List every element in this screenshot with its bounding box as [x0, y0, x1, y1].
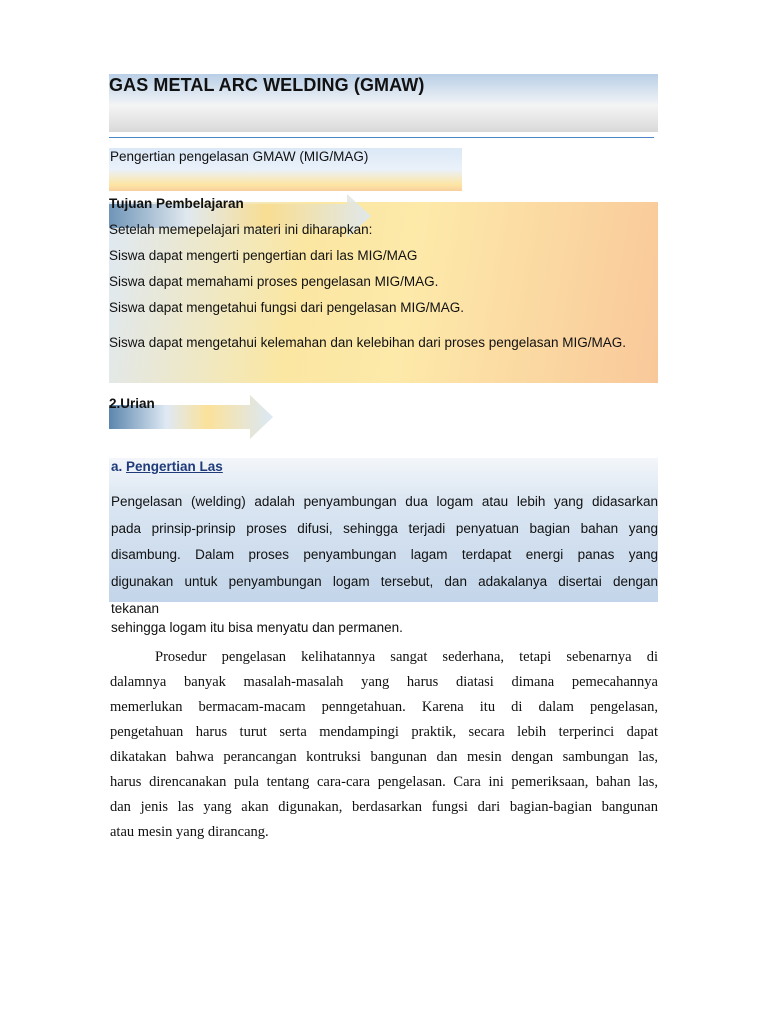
paragraph-line: harus direncanakan pula tentang cara-cara pengelasan. Cara ini pemeriksaan, bahan las,: [110, 774, 658, 790]
section-a-prefix: a.: [111, 459, 123, 474]
title-divider: [109, 137, 654, 138]
subtitle: Pengertian pengelasan GMAW (MIG/MAG): [110, 149, 369, 164]
section-a-link[interactable]: Pengertian Las: [126, 459, 223, 474]
definition-line: disambung. Dalam proses penyambungan lagam terdapat energi panas yang: [111, 547, 658, 562]
definition-line: sehingga logam itu bisa menyatu dan permanen.: [111, 620, 403, 635]
paragraph-line: memerlukan bermacam-macam penngetahuan. Karena itu di dalam pengelasan,: [110, 699, 658, 715]
paragraph-line: dalamnya banyak masalah-masalah yang harus diatasi dimana pemecahannya: [110, 674, 658, 690]
objectives-line: Siswa dapat mengetahui kelemahan dan kelebihan dari proses pengelasan MIG/MAG.: [109, 335, 627, 350]
objectives-line: Setelah memepelajari materi ini diharapkan:: [109, 222, 373, 237]
objectives-line: Siswa dapat memahami proses pengelasan MIG/MAG.: [109, 274, 439, 289]
objectives-heading: Tujuan Pembelajaran: [109, 196, 244, 211]
paragraph-line: dikatakan bahwa perancangan kontruksi bangunan dan mesin dengan sambungan las,: [110, 749, 658, 765]
definition-line: Pengelasan (welding) adalah penyambungan dua logam atau lebih yang didasarkan: [111, 494, 658, 509]
section-heading-urian: 2.Urian: [109, 396, 155, 411]
section-a-heading: [111, 459, 223, 474]
paragraph-line: Prosedur pengelasan kelihatannya sangat sederhana, tetapi sebenarnya di: [155, 649, 658, 665]
paragraph-line: dan jenis las yang akan digunakan, berdasarkan fungsi dari bagian-bagian bangunan: [110, 799, 658, 815]
definition-line: digunakan untuk penyambungan logam tersebut, dan adakalanya disertai dengan: [111, 574, 658, 589]
definition-line: tekanan: [111, 601, 160, 616]
definition-line: pada prinsip-prinsip proses difusi, sehingga terjadi penyatuan bagian bahan yang: [111, 521, 658, 536]
paragraph-line: atau mesin yang dirancang.: [110, 824, 269, 840]
paragraph-line: pengetahuan harus turut serta mendampingi praktik, secara lebih terperinci dapat: [110, 724, 658, 740]
objectives-line: Siswa dapat mengetahui fungsi dari pengelasan MIG/MAG.: [109, 300, 464, 315]
page-title: GAS METAL ARC WELDING (GMAW): [109, 75, 425, 95]
objectives-line: Siswa dapat mengerti pengertian dari las MIG/MAG: [109, 248, 418, 263]
